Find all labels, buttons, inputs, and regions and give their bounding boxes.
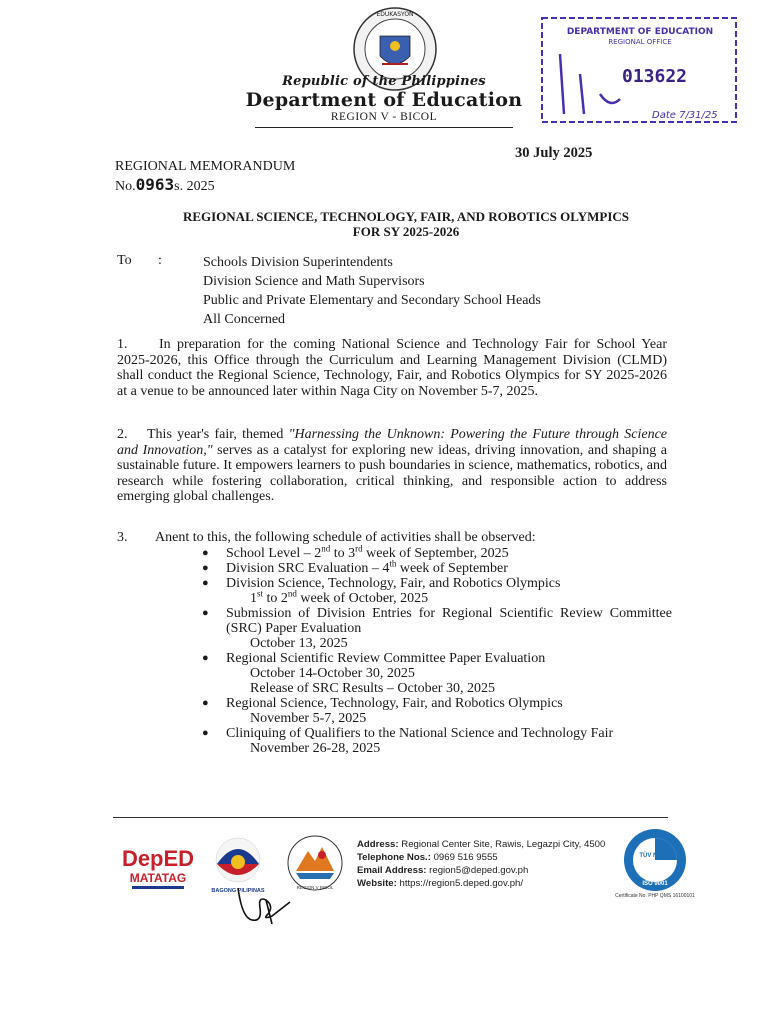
schedule-date: Release of SRC Results – October 30, 2025 xyxy=(250,681,495,696)
phone-line: Telephone Nos.: 0969 516 9555 xyxy=(357,852,498,863)
memo-title xyxy=(115,209,697,239)
to-colon: : xyxy=(158,253,162,268)
paragraph-2-rest: serves as a catalyst for exploring new ideas, driving innovation, and shaping a sustainable future. It empowers learners to push boundaries in science, mathematics, robotics, and research while fostering collaboration, critical thinking, and responsible action to address emerging global challenges. xyxy=(117,442,667,504)
bullet-icon: ● xyxy=(202,547,209,559)
schedule-item: ● Regional Science, Technology, Fair, and Robotics Olympics xyxy=(202,696,563,711)
paragraph-2-intro: This year's fair, themed xyxy=(147,427,289,442)
republic-text: Republic of the Philippines xyxy=(282,74,486,89)
tuv-nord-iso-logo xyxy=(622,827,688,893)
memo-number xyxy=(115,175,215,195)
stamp-date: Date 7/31/25 xyxy=(652,110,718,121)
bullet-icon: ● xyxy=(202,727,209,739)
paragraph-1-number: 1. xyxy=(117,337,128,352)
schedule-date: October 13, 2025 xyxy=(250,636,348,651)
stamp-line2: REGIONAL OFFICE xyxy=(608,38,672,46)
recipient: Schools Division Superintendents xyxy=(203,255,393,270)
bullet-icon: ● xyxy=(202,652,209,664)
schedule-list xyxy=(202,543,672,756)
deped-logo-text: DepED xyxy=(122,846,194,871)
header-divider xyxy=(255,127,513,128)
paragraph-1 xyxy=(117,337,667,399)
deped-matatag-logo xyxy=(122,840,194,894)
paragraph-3-text: Anent to this, the following schedule of activities shall be observed: xyxy=(155,530,536,545)
memo-date: 30 July 2025 xyxy=(515,145,593,161)
region-name: REGION V - BICOL xyxy=(330,111,438,123)
schedule-date: October 14-October 30, 2025 xyxy=(250,666,415,681)
recipient: All Concerned xyxy=(203,312,286,327)
matatag-text: MATATAG xyxy=(129,871,187,885)
region-logo-text: REGION V BICOL xyxy=(296,885,334,890)
footer-divider xyxy=(113,817,668,818)
bullet-icon: ● xyxy=(202,697,209,709)
stamp-line1: DEPARTMENT OF EDUCATION xyxy=(566,27,714,37)
bullet-icon: ● xyxy=(202,562,209,574)
memo-title-line1: REGIONAL SCIENCE, TECHNOLOGY, FAIR, AND ROBOTICS OLYMPICS xyxy=(182,209,630,224)
paragraph-2-number: 2. xyxy=(117,427,128,442)
memo-no-value: 0963 xyxy=(135,175,175,194)
schedule-date: November 5-7, 2025 xyxy=(250,711,367,726)
paragraph-2 xyxy=(117,427,667,505)
to-label: To xyxy=(117,253,132,268)
signature xyxy=(232,878,294,924)
schedule-date: November 26-28, 2025 xyxy=(250,741,381,756)
tuv-text: TÜV NORD xyxy=(639,853,671,859)
certificate-number: Certificate No. PHP QMS 16100101 xyxy=(615,893,695,899)
receiving-stamp xyxy=(540,14,740,126)
schedule-date: 1st to 2nd week of October, 2025 xyxy=(250,588,429,606)
schedule-item: ● Regional Scientific Review Committee Paper Evaluation xyxy=(202,651,546,666)
memo-title-line2: FOR SY 2025-2026 xyxy=(352,224,460,239)
schedule-item: ● Cliniquing of Qualifiers to the National Science and Technology Fair xyxy=(202,726,614,741)
website-line: Website: https://region5.deped.gov.ph/ xyxy=(357,878,524,889)
bagong-pilipinas-text: BAGONG PILIPINAS xyxy=(211,888,265,894)
memo-no-prefix: No. xyxy=(115,179,136,194)
paragraph-3-number: 3. xyxy=(117,530,128,545)
recipient: Division Science and Math Supervisors xyxy=(203,274,425,289)
recipient-list xyxy=(203,253,541,329)
stamp-number: 013622 xyxy=(622,66,688,87)
schedule-item: ● Division SRC Evaluation – 4th week of September xyxy=(202,558,508,576)
memo-type: REGIONAL MEMORANDUM xyxy=(115,159,296,174)
email-line: Email Address: region5@deped.gov.ph xyxy=(357,865,529,876)
schedule-item: ● Submission of Division Entries for Regional Scientific Review Committee (SRC) Paper Evaluation xyxy=(202,606,672,636)
department-name: Department of Education xyxy=(245,89,523,111)
bullet-icon: ● xyxy=(202,577,209,589)
recipient: Public and Private Elementary and Secondary School Heads xyxy=(203,293,541,308)
memo-no-suffix: s. 2025 xyxy=(174,179,215,194)
paragraph-1-text: In preparation for the coming National Science and Technology Fair for School Year 2025-2026, this Office through the Curriculum and Learning Management Division (CLMD) shall conduct the Regional Science, Technology, Fair, and Robotics Olympics for SY 2025-2026 at a venue to be announced later within Naga City on November 5-7, 2025. xyxy=(117,337,667,399)
svg-text:EDUKASYON: EDUKASYON xyxy=(376,11,414,18)
fair-theme: "Harnessing the Unknown: Powering the Future through Science and Innovation," xyxy=(117,427,668,458)
schedule-item: ● Division Science, Technology, Fair, and Robotics Olympics xyxy=(202,576,561,591)
schedule-item: ● School Level – 2nd to 3rd week of September, 2025 xyxy=(202,543,509,561)
contact-info xyxy=(357,838,605,890)
iso-text: ISO 9001 xyxy=(642,881,668,887)
bullet-icon: ● xyxy=(202,607,209,619)
address-line: Address: Regional Center Site, Rawis, Legazpi City, 4500 xyxy=(357,839,606,850)
